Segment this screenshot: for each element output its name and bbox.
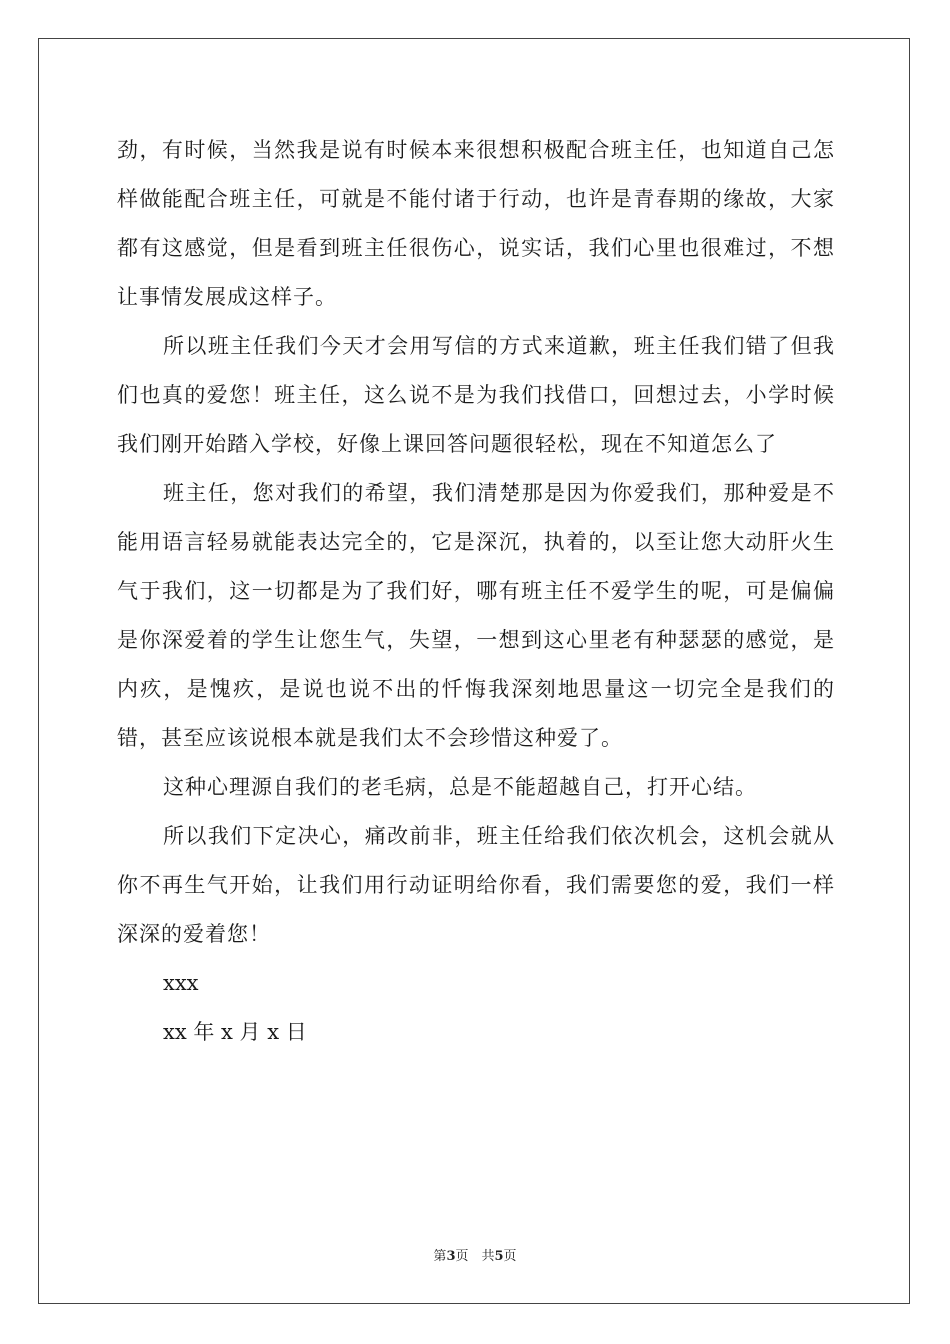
paragraph-4: 这种心理源自我们的老毛病，总是不能超越自己，打开心结。 — [163, 775, 757, 799]
document-body — [117, 126, 835, 1057]
page-prefix: 第 — [433, 1249, 447, 1264]
page-footer — [0, 1245, 950, 1264]
paragraph-2: 所以班主任我们今天才会用写信的方式来道歉，班主任我们错了但我们也真的爱您！班主任，这么说不是为我们找借口，回想过去，小学时候我们刚开始踏入学校，好像上课回答问题很轻松，现在不知道怎么了 — [117, 334, 835, 456]
paragraph-5: 所以我们下定决心，痛改前非，班主任给我们依次机会，这机会就从你不再生气开始，让我们用行动证明给你看，我们需要您的爱，我们一样深深的爱着您！ — [117, 824, 835, 946]
total-pages-number: 5 — [494, 1249, 504, 1264]
page-mid: 页 共 — [455, 1249, 495, 1264]
signature-name: xxx — [163, 971, 199, 995]
page-suffix: 页 — [503, 1249, 517, 1264]
paragraph-3: 班主任，您对我们的希望，我们清楚那是因为你爱我们，那种爱是不能用语言轻易就能表达完全的，它是深沉，执着的，以至让您大动肝火生气于我们，这一切都是为了我们好，哪有班主任不爱学生的呢，可是偏偏是你深爱着的学生让您生气，失望，一想到这心里老有种瑟瑟的感觉，是内疚，是愧疚，是说也说不出的忏悔我深刻地思量这一切完全是我们的错，甚至应该说根本就是我们太不会珍惜这种爱了。 — [117, 481, 835, 750]
paragraph-1: 劲，有时候，当然我是说有时候本来很想积极配合班主任，也知道自己怎样做能配合班主任，可就是不能付诸于行动，也许是青春期的缘故，大家都有这感觉，但是看到班主任很伤心，说实话，我们心里也很难过，不想让事情发展成这样子。 — [117, 138, 835, 309]
current-page-number: 3 — [446, 1249, 456, 1264]
signature-date: xx 年 x 月 x 日 — [163, 1020, 307, 1044]
